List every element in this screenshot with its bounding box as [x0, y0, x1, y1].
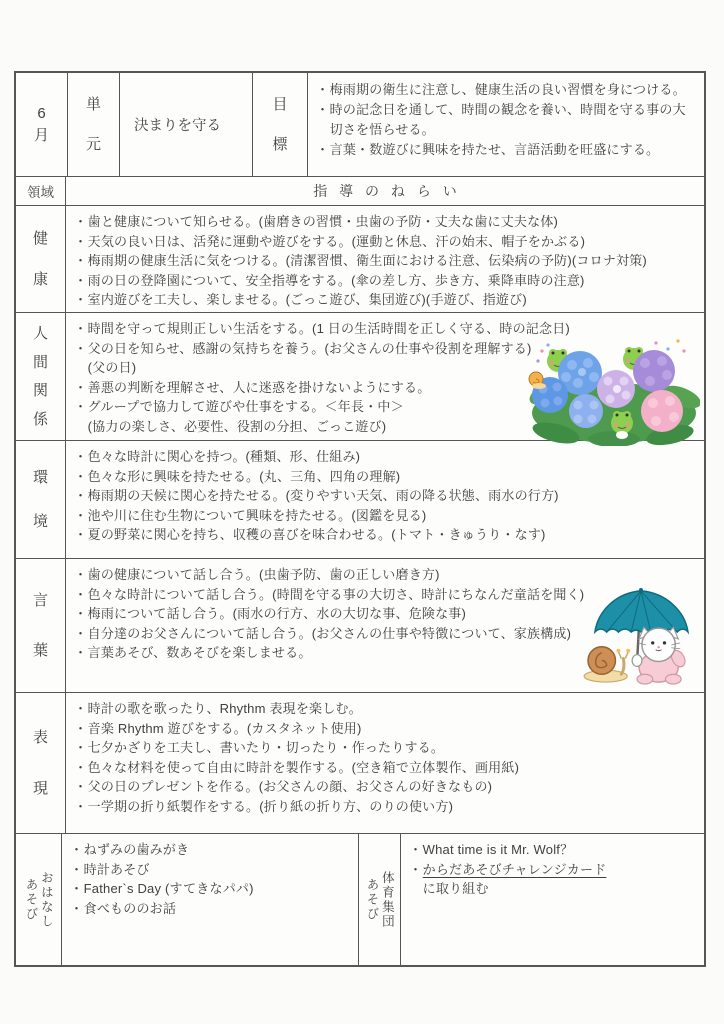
pe-group-play-list	[401, 834, 704, 903]
bullet-item: ・ 色々な時計に関心を持つ。(種類、形、仕組み)	[74, 447, 698, 467]
story-play-list	[62, 834, 358, 922]
bullet-item: ・ 時計の歌を歌ったり、Rhythm 表現を楽しむ。	[74, 699, 698, 719]
bullet-item: ・ Father`s Day (すてきなパパ)	[70, 879, 352, 899]
pe-group-play-label	[359, 834, 400, 965]
bullet-item: ・ 食べもののお話	[70, 899, 352, 919]
row-language	[16, 559, 704, 693]
row-environment-label-cell	[16, 441, 66, 558]
bullet-item: ・ 言葉・数遊びに興味を持たせ、言語活動を旺盛にする。	[316, 140, 698, 160]
row-health-content	[66, 206, 704, 312]
bullet-item: ・ 時の記念日を通して、時間の観念を養い、時間を守る事の大切さを悟らせる。	[316, 100, 698, 140]
bullet-item: ・ 時間を守って規則正しい生活をする。(1 日の生活時間を正しく守る、時の記念日)	[74, 319, 580, 339]
story-play-label-cell	[16, 834, 62, 965]
expression-objectives-list	[66, 693, 704, 820]
pe-group-play-content	[401, 834, 704, 965]
goal-label-cell	[253, 73, 308, 176]
month-cell	[16, 73, 68, 176]
bullet-item: ・ 父の日のプレゼントを作る。(お父さんの顔、お父さんの好きなもの)	[74, 777, 698, 797]
row-environment-label: 環 境	[32, 469, 48, 530]
story-play-label	[16, 834, 61, 965]
bullet-item: ・ 夏の野菜に関心を持ち、収穫の喜びを味合わせる。(トマト・きゅうり・なす)	[74, 525, 698, 545]
bullet-item: (父の日)	[87, 360, 137, 375]
row-relationships	[16, 313, 704, 441]
unit-value: 決まりを守る	[134, 118, 221, 134]
row-health-label-cell	[16, 206, 66, 312]
cat-icon	[632, 627, 688, 684]
row-relationships-label: 人 間 関 係	[32, 325, 48, 428]
language-objectives-list	[66, 559, 626, 667]
header-row	[16, 73, 704, 177]
goals-list	[308, 73, 704, 165]
bullet-item: (協力の楽しさ、必要性、役割の分担、ごっこ遊び)	[87, 418, 387, 434]
frog-icon	[611, 411, 633, 439]
bullet-item: ・ 梅雨期の衛生に注意し、健康生活の良い習慣を身につける。	[316, 80, 698, 100]
unit-value-cell	[120, 73, 253, 176]
pe-group-play-label-line1: 体育集団	[380, 870, 395, 929]
guidance-title: 指導のねらい	[313, 183, 469, 199]
story-play-content	[62, 834, 359, 965]
unit-label-cell	[68, 73, 120, 176]
row-health	[16, 206, 704, 313]
bullet-item: ・ 一学期の折り紙製作をする。(折り紙の折り方、のりの使い方)	[74, 797, 698, 817]
row-expression-label: 表 現	[32, 728, 48, 798]
bullet-item: に取り組む	[422, 881, 489, 896]
bullet-item: ・ 梅雨期の健康生活に気をつける。(清潔習慣、衛生面における注意、伝染病の予防)(コロナ対策)	[74, 251, 698, 271]
row-relationships-content	[66, 313, 704, 440]
domain-label: 領域	[27, 185, 54, 200]
bullet-item: ・ 音楽 Rhythm 遊びをする。(カスタネット使用)	[74, 719, 698, 739]
row-relationships-label-cell	[16, 313, 66, 440]
bullet-item: ・ 父の日を知らせ、感謝の気持ちを養う。(お父さんの仕事や役割を理解する)	[74, 339, 580, 359]
guidance-header-row	[16, 177, 704, 206]
goal-label: 目 標	[272, 96, 288, 153]
bottom-row	[16, 834, 704, 965]
frog-icon	[623, 347, 645, 370]
bullet-item: ・ 池や川に住む生物について興味を持たせる。(図鑑を見る)	[74, 506, 698, 526]
bullet-item: ・ What time is it Mr. Wolf？	[409, 840, 698, 860]
bullet-item: ・ 室内遊びを工夫し、楽しませる。(ごっこ遊び、集団遊び)(手遊び、指遊び)	[74, 290, 698, 310]
row-environment-content	[66, 441, 704, 558]
bullet-item: ・ 雨の日の登降園について、安全指導をする。(傘の差し方、歩き方、乗降車時の注意)	[74, 271, 698, 291]
bullet-item: ・ 自分達のお父さんについて話し合う。(お父さんの仕事や特徴について、家族構成)	[74, 624, 620, 644]
row-language-content	[66, 559, 704, 692]
bullet-item: ・ 歯と健康について知らせる。(歯磨きの習慣・虫歯の予防・丈夫な歯に丈夫な体)	[74, 212, 698, 232]
guidance-title-cell	[66, 177, 704, 205]
bullet-item: ・ グループで協力して遊びや仕事をする。＜年長・中＞	[74, 397, 580, 417]
bullet-item: ・ 天気の良い日は、活発に運動や遊びをする。(運動と休息、汗の始末、帽子をかぶる)	[74, 232, 698, 252]
row-health-label: 健 康	[32, 230, 48, 288]
bullet-item: ・ 歯の健康について話し合う。(虫歯予防、歯の正しい磨き方)	[74, 565, 620, 585]
unit-label: 単 元	[85, 96, 101, 153]
health-objectives-list	[66, 206, 704, 314]
bullet-item: ・ 色々な形に興味を持たせる。(丸、三角、四角の理解)	[74, 467, 698, 487]
row-environment	[16, 441, 704, 559]
bullet-item: ・ 梅雨について話し合う。(雨水の行方、水の大切な事、危険な事)	[74, 604, 620, 624]
bullet-item: ・ 善悪の判断を理解させ、人に迷惑を掛けないようにする。	[74, 378, 580, 398]
row-expression-content	[66, 693, 704, 833]
bullet-item: ・ 色々な時計について話し合う。(時間を守る事の大切さ、時計にちなんだ童話を聞く)	[74, 585, 620, 605]
row-expression	[16, 693, 704, 834]
bullet-item: ・ 七夕かざりを工夫し、書いたり・切ったり・作ったりする。	[74, 738, 698, 758]
bullet-item: ・ 言葉あそび、数あそびを楽しませる。	[74, 643, 620, 663]
story-play-label-line1: おはなし	[39, 870, 54, 929]
row-language-label-cell	[16, 559, 66, 692]
row-language-label: 言 葉	[32, 592, 48, 659]
bullet-item: ・ 色々な材料を使って自由に時計を製作する。(空き箱で立体製作、画用紙)	[74, 758, 698, 778]
month-label: 6 月	[33, 105, 49, 144]
pe-group-play-label-line2: あそび	[365, 877, 379, 922]
row-expression-label-cell	[16, 693, 66, 833]
bullet-item: ・ ねずみの歯みがき	[70, 840, 352, 860]
goals-cell	[308, 73, 704, 176]
bullet-item: ・ 時計あそび	[70, 860, 352, 880]
bullet-item: ・ 梅雨期の天候に関心を持たせる。(変りやすい天気、雨の降る状態、雨水の行方)	[74, 486, 698, 506]
monthly-plan-table	[14, 71, 706, 967]
domain-label-cell	[16, 177, 66, 205]
bullet-item: ・ からだあそびチャレンジカード	[409, 860, 698, 880]
environment-objectives-list	[66, 441, 704, 549]
relationships-objectives-list	[66, 313, 586, 440]
pe-group-play-label-cell	[359, 834, 401, 965]
story-play-label-line2: あそび	[24, 877, 38, 922]
